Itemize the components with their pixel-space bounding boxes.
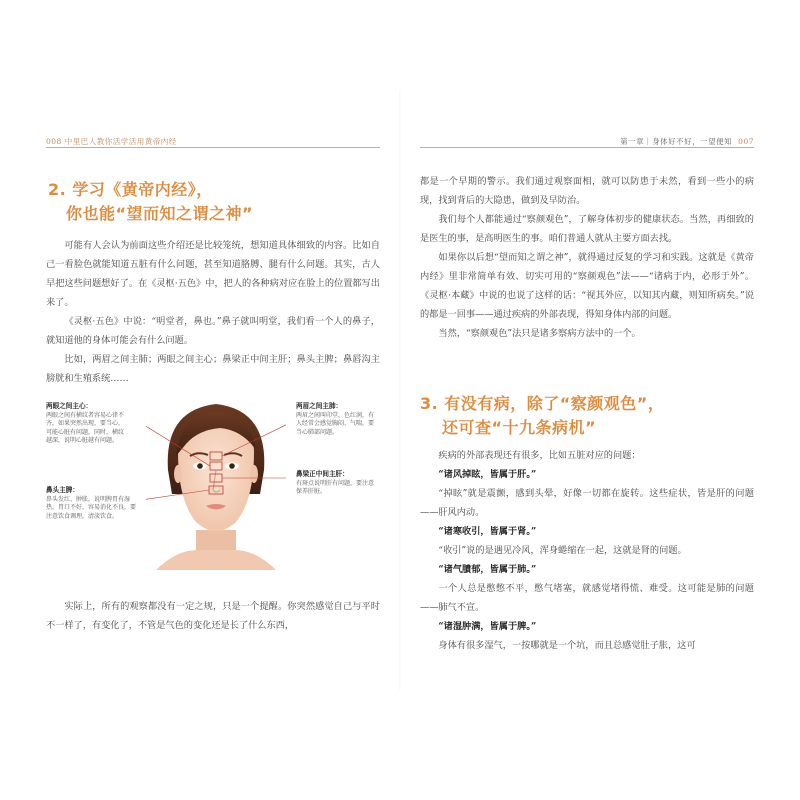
paragraph: 实际上，所有的观察都没有一定之规，只是一个提醒。你突然感觉自己与平时不一样了，有变化了，不管是气色的变化还是长了什么东西， (46, 601, 380, 631)
paragraph: 《灵枢·五色》中说：“明堂者，鼻也。”鼻子就叫明堂，我们看一个人的鼻子，就知道他的身体可能会有什么问题。 (46, 316, 380, 346)
annotation-eyes (46, 402, 126, 446)
shoulders-shape (156, 550, 276, 570)
right-top-text (420, 172, 754, 343)
paragraph: 当然，“察颜观色”法只是诸多察病方法中的一个。 (438, 328, 641, 339)
paragraph: 疾病的外部表现还有很多，比如五脏对应的问题： (438, 450, 641, 461)
right-iris (229, 463, 235, 469)
chapter-title: 第一章｜身体好不好，一望便知 (620, 137, 733, 146)
face-diagram (46, 390, 380, 570)
annotation-body: 两眉之间叫印堂，色红润，有人经常会感觉胸闷、气喘，要当心肺部问题。 (296, 411, 375, 436)
annotation-body: 两眼之间有横纹者容易心律不齐，如果突然出现，要当心，可能心脏有问题，同时，横纹越深，说明心脏越有问题。 (46, 411, 125, 444)
left-iris (197, 463, 203, 469)
quote-line: “诸气膹郁，皆属于肺。” (438, 564, 537, 575)
right-header-rule (420, 147, 754, 148)
annotation-title: 两眼之间主心： (46, 402, 93, 410)
left-heading-line-1: 2. 学习《黄帝内经》， (48, 180, 213, 199)
annotation-body: 鼻头发红、肿胀，说明脾胃有湿热，胃口不好，容易消化不良，要注意饮食调理，清淡饮食。 (46, 495, 137, 520)
left-bottom-text (46, 597, 380, 635)
right-bottom-text (420, 446, 754, 655)
right-heading-line-1: 3. 有没有病，除了“察颜观色”， (420, 394, 665, 413)
annotation-title: 两眉之间主肺： (296, 402, 343, 410)
annotation-body: 有斑点说明肝有问题，要注意保养肝脏。 (296, 479, 375, 495)
left-ear (174, 465, 182, 483)
left-running-header: 008 中里巴人教你活学活用黄帝内经 (46, 137, 177, 146)
annotation-brows (296, 402, 376, 437)
left-body-text (46, 236, 380, 388)
paragraph: 如果你以后想“望而知之谓之神”，就得通过反复的学习和实践。这就是《黄帝内经》里非常简单有效、切实可用的“察颜观色”法——“诸病于内，必形于外”。《灵枢·本藏》中说的也说了这样的话：“视其外应，以知其内藏，则知所病矣。”说的都是一回事——通过疾病的外部表现，得知身体内部的问题。 (420, 252, 754, 320)
right-section-heading (420, 392, 664, 440)
left-section-heading (48, 178, 253, 226)
quote-line: “诸湿肿满，皆属于脾。” (438, 621, 537, 632)
paragraph: 都是一个早期的警示。我们通过观察面相，就可以防患于未然，看到一些小的病现，找到背后的大隐患，做到及早防治。 (420, 176, 754, 206)
left-header-rule (46, 147, 380, 148)
annotation-nose-bridge (296, 470, 376, 497)
right-running-header (620, 136, 754, 147)
annotation-title: 鼻梁正中间主肝： (296, 470, 349, 478)
paragraph: 可能有人会认为前面这些介绍还是比较笼统，想知道具体细致的内容。比如自己一看脸色就能知道五脏有什么问题，甚至知道胳膊、腿有什么问题。其实，古人早把这些问题想好了。在《灵枢·五色》中，把人的各种病对应在脸上的位置都写出来了。 (46, 240, 380, 308)
left-heading-line-2: 你也能“望而知之谓之神” (66, 204, 254, 223)
page-number: 007 (738, 137, 754, 146)
paragraph: 一个人总是憋憋不平，憋气堵塞，就感觉堵得慌、难受。这可能是肺的问题——肺气不宣。 (420, 583, 754, 613)
face-illustration (146, 390, 286, 570)
quote-line: “诸风掉眩，皆属于肝。” (438, 469, 537, 480)
annotation-nose-tip (46, 486, 141, 521)
book-gutter (399, 90, 401, 690)
right-heading-line-2: 还可查“十九条病机” (442, 418, 597, 437)
paragraph: “掉眩”就是震颤，感到头晕，好像一切都在旋转。这些症状，皆是肝的问题——肝风内动。 (420, 488, 754, 518)
paragraph: 身体有很多湿气，一按哪就是一个坑，而且总感觉肚子胀，这可 (438, 640, 696, 651)
paragraph: “收引”说的是遇见冷风，浑身蜷缩在一起，这就是肾的问题。 (438, 545, 687, 556)
annotation-title: 鼻头主脾： (46, 486, 79, 494)
quote-line: “诸寒收引，皆属于肾。” (438, 526, 537, 537)
paragraph: 比如，两眉之间主肺；两眼之间主心；鼻梁正中间主肝；鼻头主脾；鼻唇沟主膀胱和生殖系统…… (46, 354, 380, 384)
paragraph: 我们每个人都能通过“察颜观色”，了解身体初步的健康状态。当然，再细致的是医生的事，是高明医生的事。咱们普通人就从主要方面去找。 (420, 214, 754, 244)
right-ear (250, 465, 258, 483)
